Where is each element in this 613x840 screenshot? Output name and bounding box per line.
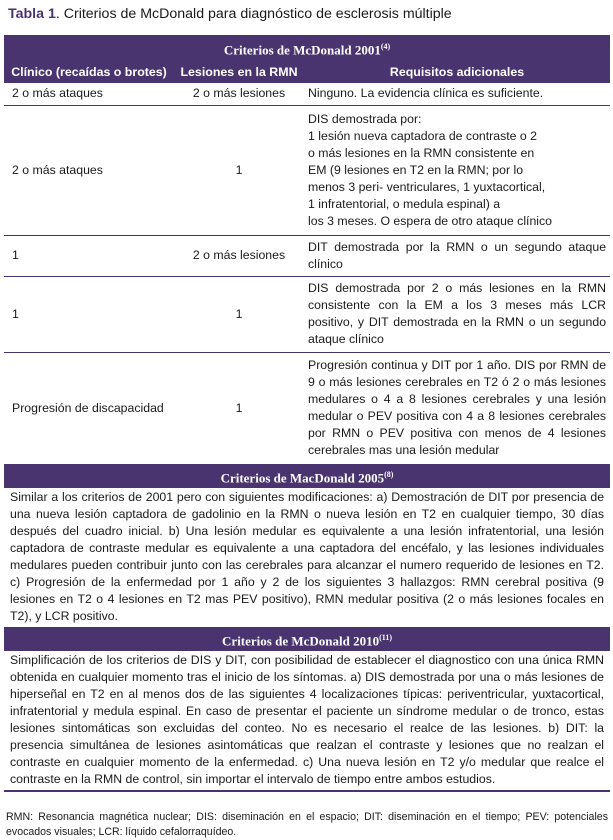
cell-lesiones: 1 <box>174 276 304 352</box>
requisitos-line: los 3 meses. O espera de otro ataque clínico <box>308 213 553 228</box>
cell-requisitos: Ninguno. La evidencia clínica es suficiente. <box>304 83 610 105</box>
section-title-2001: Criterios de McDonald 2001 <box>223 42 381 58</box>
section-body-2005 <box>4 488 610 627</box>
mcdonald-criteria-table <box>4 35 610 792</box>
cell-requisitos <box>304 105 610 235</box>
section-text-2005: Similar a los criterios de 2001 pero con siguientes modificaciones: a) Demostración de DIT por presencia de una nueva lesión captadora de gadolinio en la RMN o nueva lesión en T2 en cualquier tiempo, 30 días después del cuadro inicial. b) Una lesión medular es equivalente a una lesión infratentorial, una lesión captadora de contraste medular es equivalente a una captadora del encéfalo, y las lesiones individuales medulares pueden contribuir junto con las cerebrales para alcanzar el numero requerido de lesiones en T2. c) Progresión de la enfermedad por 1 año y 2 de los siguientes 3 hallazgos: RMN cerebral positiva (9 lesiones en T2 o 4 lesiones en T2 mas PEV positivo), RMN medular positiva (2 o más lesiones focales en T2), y LCR positivo. <box>10 490 605 623</box>
section-ref-2005: (8) <box>384 469 394 479</box>
cell-clinico: 2 o más ataques <box>4 83 174 105</box>
requisitos-line: 1 lesión nueva captadora de contraste o 2 <box>308 128 538 143</box>
cell-clinico: 1 <box>4 235 174 276</box>
table-row <box>4 105 610 235</box>
cell-lesiones: 2 o más lesiones <box>174 83 304 105</box>
table-caption <box>8 4 452 24</box>
section-text-2010: Simplificación de los criterios de DIS y DIT, con posibilidad de establecer el diagnostico con una única RMN obtenida en cualquier momento tras el inicio de los síntomas. a) DIS demostrada por una o más lesiones de hiperseñal en T2 en al menos dos de las siguientes 4 localizaciones típicas: periventricular, yuxtacortical, infratentorial y medula espinal. En caso de presentar el paciente un síndrome medular o de tronco, estas lesiones sintomáticas son excluidas del conteo. No es necesario el realce de las lesiones. b) DIT: la presencia simultánea de lesiones asintomáticas que realzan el contraste y lesiones que no realzan el contraste en cualquier momento de la enfermedad. c) Una nueva lesión en T2 y/o medular que realce el contraste en la RMN de control, sin importar el intervalo de tiempo entre ambos estudios. <box>10 653 605 786</box>
section-title-2010: Criterios de McDonald 2010 <box>222 633 380 649</box>
section-ref-2001: (4) <box>380 42 391 52</box>
table-title: . Criterios de McDonald para diagnóstico de esclerosis múltiple <box>55 6 452 22</box>
cell-clinico: 1 <box>4 276 174 352</box>
column-header-lesiones: Lesiones en la RMN <box>180 65 298 79</box>
column-header-clinico: Clínico (recaídas o brotes) <box>11 65 167 79</box>
column-header-row <box>4 62 610 83</box>
cell-lesiones: 2 o más lesiones <box>174 235 304 276</box>
table-row <box>4 235 610 276</box>
cell-requisitos: Progresión continua y DIT por 1 año. DIS por RMN de 9 o más lesiones cerebrales en T2 ó 2 o más lesiones medulares o 4 a 8 lesiones cerebrales y una lesión medular o PEV positiva con 4 a 8 lesiones cerebrales por RMN o PEV positiva con menos de 4 lesiones cerebrales mas una lesión medular <box>308 358 607 458</box>
section-header-2001 <box>4 35 610 62</box>
section-header-2010 <box>4 627 610 651</box>
requisitos-line: menos 3 peri- ventriculares, 1 yuxtacortical, <box>308 179 546 194</box>
cell-lesiones: 1 <box>235 400 243 415</box>
requisitos-line: DIS demostrada por: <box>308 111 422 126</box>
table-row <box>4 83 610 105</box>
requisitos-line: 1 infratentorial, o medula espinal) a <box>308 196 501 211</box>
cell-requisitos: DIT demostrada por la RMN o un segundo ataque clínico <box>304 235 610 276</box>
cell-clinico: 2 o más ataques <box>4 105 174 235</box>
column-header-requisitos: Requisitos adicionales <box>389 65 525 79</box>
cell-lesiones: 1 <box>174 105 304 235</box>
section-body-2010 <box>4 651 610 791</box>
section-header-2005 <box>4 464 610 488</box>
requisitos-line: o más lesiones en la RMN consistente en <box>308 145 535 160</box>
section-title-2005: Criterios de MacDonald 2005 <box>220 470 385 486</box>
table-footnote: RMN: Resonancia magnética nuclear; DIS: diseminación en el espacio; DIT: diseminación en el tiempo; PEV: potenciales evocados visuales; LCR: líquido cefalorraquídeo. <box>6 811 608 838</box>
cell-clinico: Progresión de discapacidad <box>12 400 164 415</box>
section-ref-2010: (11) <box>379 632 392 642</box>
table-number: Tabla 1 <box>8 6 56 22</box>
cell-requisitos: DIS demostrada por 2 o más lesiones en la RMN consistente con la EM a los 3 meses más LCR positivo, y DIT demostrada en la RMN o un segundo ataque clínico <box>304 276 610 352</box>
requisitos-line: EM (9 lesiones en T2 en la RMN; por lo <box>308 162 524 177</box>
table-row <box>4 276 610 352</box>
table-row <box>4 352 610 464</box>
